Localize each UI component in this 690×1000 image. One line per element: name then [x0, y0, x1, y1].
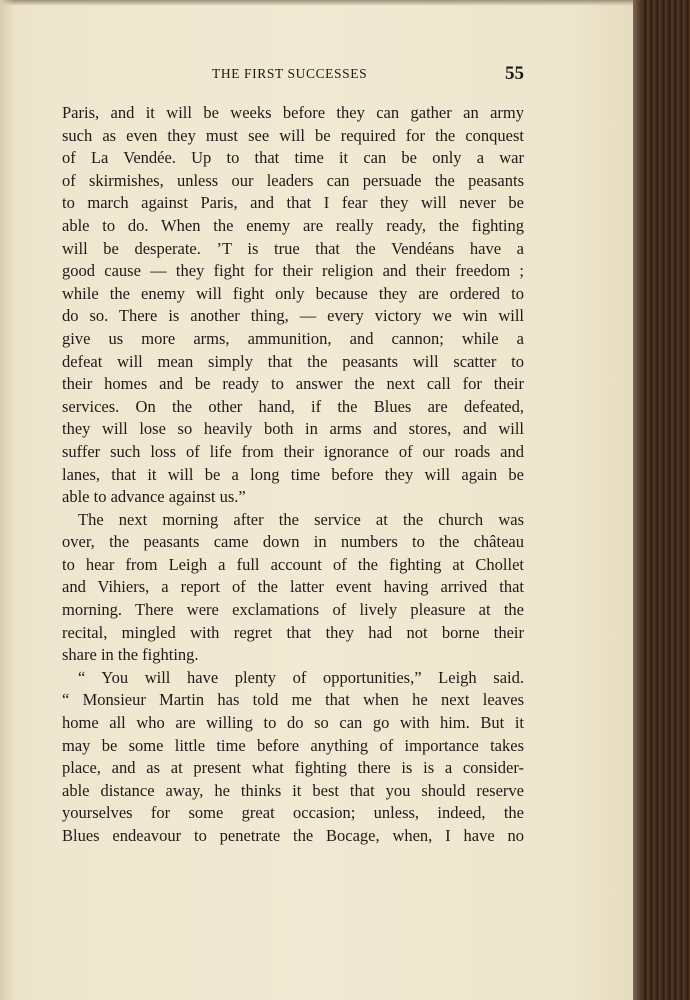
- body-text: [62, 102, 524, 848]
- gutter-shadow: [0, 0, 14, 1000]
- text-line: able distance away, he thinks it best that you should reserve: [62, 780, 524, 800]
- text-line: they will lose so heavily both in arms and stores, and will: [62, 419, 524, 439]
- text-line: place, and as at present what fighting there is is a consider-: [62, 758, 524, 778]
- text-line: give us more arms, ammunition, and cannon; while a: [62, 328, 524, 348]
- text-line: “ You will have plenty of opportunities,” Leigh said.: [78, 667, 524, 687]
- text-line: of skirmishes, unless our leaders can persuade the peasants: [62, 170, 524, 190]
- text-line: yourselves for some great occasion; unless, indeed, the: [62, 803, 524, 823]
- text-line: will be desperate. ’T is true that the Vendéans have a: [62, 238, 524, 258]
- text-line: suffer such loss of life from their ignorance of our roads and: [62, 441, 524, 461]
- text-line: over, the peasants came down in numbers to the château: [62, 532, 524, 552]
- text-line: such as even they must see will be required for the conquest: [62, 125, 524, 145]
- text-line: able to do. When the enemy are really ready, the fighting: [62, 215, 524, 235]
- text-line: defeat will mean simply that the peasants will scatter to: [62, 351, 524, 371]
- text-line: “ Monsieur Martin has told me that when he next leaves: [62, 690, 524, 710]
- page-header: [62, 63, 524, 87]
- text-line: good cause — they fight for their religion and their freedom ;: [62, 261, 524, 281]
- text-line: do so. There is another thing, — every victory we win will: [62, 306, 524, 326]
- text-line: Paris, and it will be weeks before they can gather an army: [62, 103, 524, 122]
- book-edge: [633, 0, 690, 1000]
- text-line: to march against Paris, and that I fear they will never be: [62, 193, 524, 213]
- text-line: lanes, that it will be a long time before they will again be: [62, 464, 524, 484]
- text-line: and Vihiers, a report of the latter event having arrived that: [62, 577, 524, 597]
- book-edge-highlight: [633, 0, 641, 1000]
- page-top-shadow: [0, 0, 633, 6]
- text-line: The next morning after the service at the church was: [78, 509, 524, 529]
- text-line: services. On the other hand, if the Blues are defeated,: [62, 396, 524, 416]
- text-line: may be some little time before anything of importance takes: [62, 735, 524, 755]
- text-line: share in the fighting.: [62, 645, 199, 665]
- text-line: Blues endeavour to penetrate the Bocage, when, I have no: [62, 826, 524, 845]
- text-line: recital, mingled with regret that they had not borne their: [62, 622, 524, 642]
- text-line: of La Vendée. Up to that time it can be only a war: [62, 148, 524, 168]
- running-title: THE FIRST SUCCESSES: [212, 66, 368, 81]
- text-line: morning. There were exclamations of lively pleasure at the: [62, 600, 524, 620]
- text-line: their homes and be ready to answer the next call for their: [62, 374, 524, 394]
- text-line: while the enemy will fight only because they are ordered to: [62, 283, 524, 303]
- text-line: home all who are willing to do so can go with him. But it: [62, 713, 524, 733]
- text-line: to hear from Leigh a full account of the fighting at Chollet: [62, 554, 524, 574]
- page-number: 55: [505, 63, 524, 84]
- text-line: able to advance against us.”: [62, 487, 246, 507]
